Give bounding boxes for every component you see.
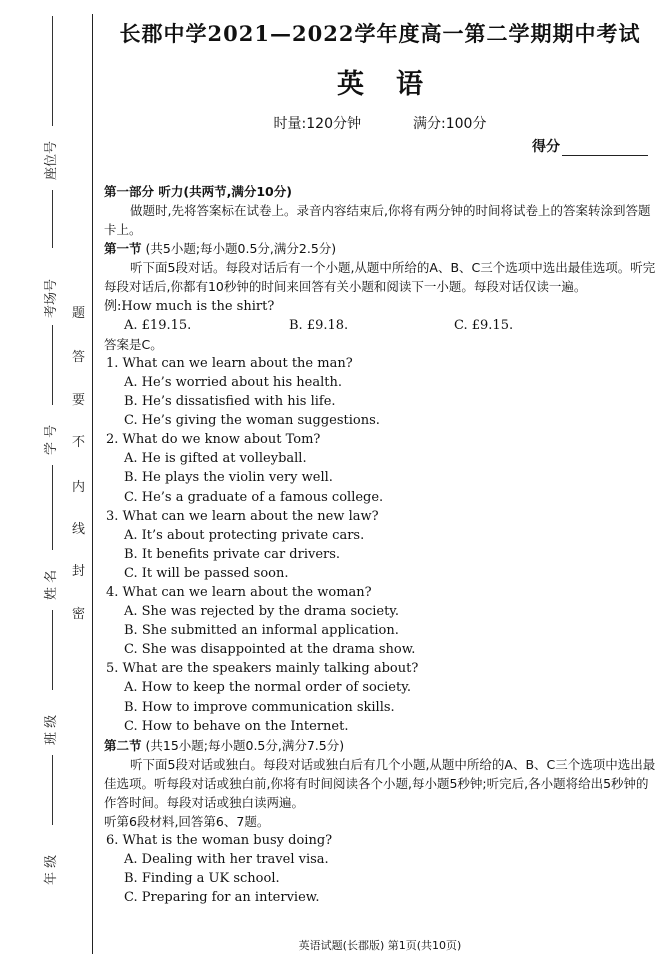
score-field[interactable] — [532, 136, 648, 156]
option: C. He’s giving the woman suggestions. — [124, 413, 380, 429]
part1-instruction: 做题时,先将答案标在试卷上。录音内容结束后,你将有两分钟的时间将试卷上的答案转涂到答题卡上。 — [104, 203, 651, 238]
option: A. She was rejected by the drama society. — [124, 604, 400, 620]
seal-char: 线 — [72, 522, 86, 537]
subject-char-1: 英 — [337, 69, 364, 100]
seat-no-label: 座位号 — [44, 140, 59, 180]
example-question: 例:How much is the shirt? — [104, 298, 275, 314]
seal-char: 要 — [72, 393, 86, 408]
section2-heading: 第二节 — [104, 737, 142, 753]
question: 5. What are the speakers mainly talking about? — [106, 661, 419, 677]
option: A. He is gifted at volleyball. — [124, 451, 307, 467]
example-option: A. £19.15. — [124, 317, 192, 333]
option: B. He’s dissatisfied with his life. — [124, 394, 336, 410]
material-6-note: 听第6段材料,回答第6、7题。 — [104, 814, 270, 830]
option: B. She submitted an informal application. — [124, 623, 399, 639]
binding-border-line — [92, 14, 93, 954]
part1-heading: 第一部分 听力(共两节,满分10分) — [104, 184, 292, 199]
full-score: 满分:100分 — [413, 116, 487, 132]
section1-instruction: 听下面5段对话。每段对话后有一个小题,从题中所给的A、B、C三个选项中选出最佳选项。听完每段对话后,你都有10秒钟的时间来回答有关小题和阅读下一小题。每段对话仅读一遍。 — [104, 260, 656, 295]
class-label: 班 级 — [44, 714, 59, 745]
subject-title — [104, 62, 656, 101]
section2-info: (共15小题;每小题0.5分,满分7.5分) — [145, 737, 345, 753]
option: A. How to keep the normal order of society. — [124, 680, 411, 696]
example-options — [104, 316, 656, 335]
section2-header — [104, 736, 656, 755]
student-no-label: 学 号 — [44, 424, 59, 455]
question: 4. What can we learn about the woman? — [106, 584, 372, 600]
name-blank — [52, 465, 53, 550]
option: B. Finding a UK school. — [124, 871, 280, 887]
student-no-blank — [52, 325, 53, 405]
subject-char-2: 语 — [396, 69, 423, 100]
question: 1. What can we learn about the man? — [106, 355, 353, 371]
page-footer: 英语试题(长郡版) 第1页(共10页) — [298, 939, 462, 952]
question: 2. What do we know about Tom? — [106, 432, 321, 448]
option: C. Preparing for an interview. — [124, 890, 320, 906]
section1-heading: 第一节 — [104, 241, 142, 257]
section1-info: (共5小题;每小题0.5分,满分2.5分) — [145, 241, 337, 257]
grade-label: 年 级 — [44, 854, 59, 885]
score-blank[interactable] — [562, 141, 648, 156]
option: B. It benefits private car drivers. — [124, 546, 341, 562]
exam-room-label: 考场号 — [44, 278, 59, 318]
exam-title: 长郡中学2021—2022学年度高一第二学期期中考试 — [119, 21, 641, 46]
example-option: B. £9.18. — [289, 317, 349, 333]
option: B. How to improve communication skills. — [124, 699, 395, 715]
question: 3. What can we learn about the new law? — [106, 508, 379, 524]
seat-no-blank — [52, 16, 53, 126]
option: C. He’s a graduate of a famous college. — [124, 489, 384, 505]
name-label: 姓 名 — [44, 569, 59, 600]
seal-char: 内 — [72, 480, 86, 495]
seal-char: 封 — [72, 564, 86, 579]
seal-char: 题 — [72, 306, 86, 321]
option: A. It’s about protecting private cars. — [124, 527, 365, 543]
section1-header — [104, 239, 656, 258]
seal-char: 密 — [72, 607, 86, 622]
option: C. She was disappointed at the drama show. — [124, 642, 416, 658]
seal-char: 答 — [72, 350, 86, 365]
time-limit: 时量:120分钟 — [273, 116, 361, 132]
example-option: C. £9.15. — [454, 317, 514, 333]
binding-margin — [0, 0, 100, 967]
option: A. Dealing with her travel visa. — [124, 852, 329, 868]
option: C. It will be passed soon. — [124, 565, 289, 581]
option: C. How to behave on the Internet. — [124, 718, 349, 734]
class-blank — [52, 610, 53, 690]
exam-meta — [104, 113, 656, 133]
question: 6. What is the woman busy doing? — [106, 833, 333, 849]
option: B. He plays the violin very well. — [124, 470, 333, 486]
score-label: 得分 — [532, 139, 560, 155]
grade-blank — [52, 755, 53, 825]
option: A. He’s worried about his health. — [124, 374, 342, 390]
section2-instruction: 听下面5段对话或独白。每段对话或独白后有几个小题,从题中所给的A、B、C三个选项中选出最佳选项。听每段对话或独白前,你将有时间阅读各个小题,每小题5秒钟;听完后,各小题将给出5秒钟的作答时间。每段对话或独白读两遍。 — [104, 756, 656, 810]
exam-body — [104, 182, 656, 908]
exam-room-blank — [52, 190, 53, 248]
example-answer: 答案是C。 — [104, 336, 163, 352]
seal-char: 不 — [72, 435, 86, 450]
